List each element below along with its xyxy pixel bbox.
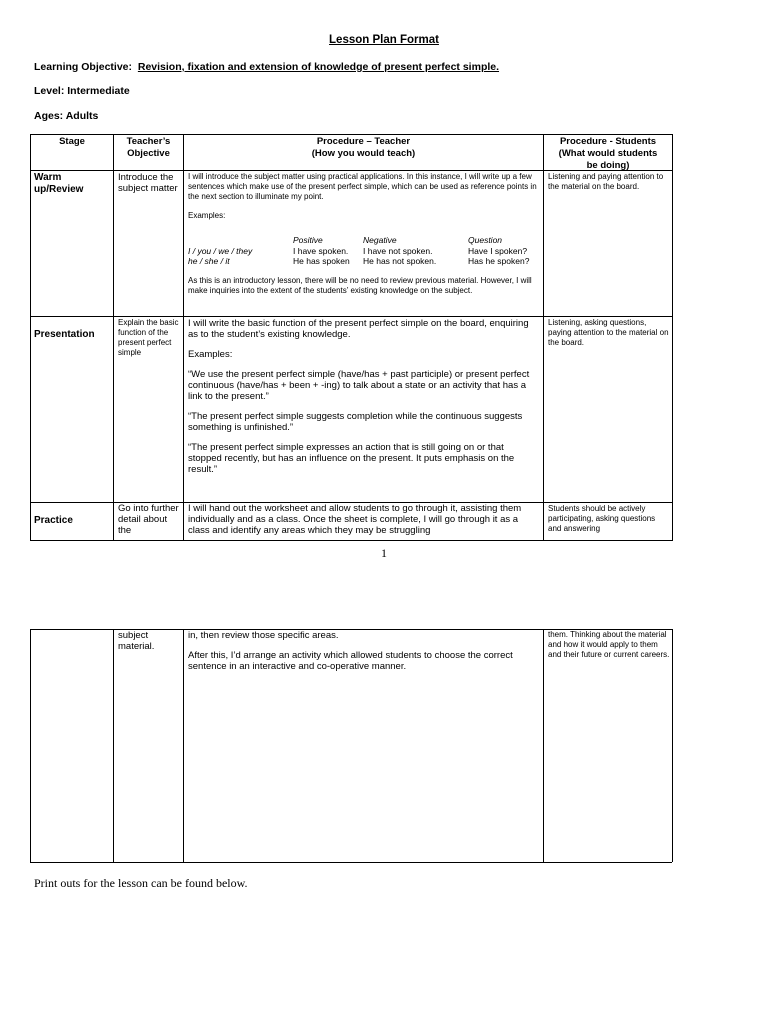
learning-objective-value: Revision, fixation and extension of knowledge of present perfect simple. [137, 61, 500, 73]
objective-practice: Go into further detail about the [118, 503, 179, 536]
warmup-examples-label: Examples: [188, 211, 226, 220]
procedure-teacher-practice-cont: in, then review those specific areas. After this, I’d arrange an activity which allowed students to choose the correct sentence in an interactive and co-operative manner. [188, 630, 513, 672]
procedure-teacher-practice: I will hand out the worksheet and allow students to go through it, assisting them individually and as a class. Once the sheet is complete, I will go through it as a class and identify any areas which they may be struggling [188, 503, 522, 536]
objective-warmup: Introduce the subject matter [118, 172, 178, 194]
procedure-students-practice: Students should be actively participating, asking questions and answering [548, 504, 656, 533]
ages: Ages: Adults [34, 110, 99, 122]
header-procedure-teacher: Procedure – Teacher (How you would teach) [311, 136, 416, 159]
page-number: 1 [381, 546, 387, 560]
procedure-students-warmup: Listening and paying attention to the material on the board. [548, 172, 664, 191]
page-title: Lesson Plan Format [329, 34, 439, 46]
stage-practice: Practice [34, 515, 73, 526]
warmup-outro: As this is an introductory lesson, there will be no need to review previous material. However, I will make inquiries into the extent of the students’ existing knowledge on the subject. [188, 275, 532, 295]
header-teacher-objective: Teacher’s Objective [126, 136, 171, 159]
objective-practice-cont: subject material. [118, 630, 155, 652]
header-procedure-students: Procedure - Students (What would students be doing) [558, 136, 658, 171]
examples-table: Positive Negative Question I / you / we / they I have spoken. I have not spoken. Have I spoken? he / she / it He has spoken He has not spoken. Has he spoken? [188, 235, 530, 266]
procedure-students-presentation: Listening, asking questions, paying attention to the material on the board. [548, 318, 669, 347]
header-stage: Stage [59, 136, 85, 147]
warmup-intro: I will introduce the subject matter using practical applications. In this instance, I will write up a few sentences which make use of the present perfect simple, which can be used as reference points in the next section to illuminate my point. [188, 172, 537, 201]
footnote: Print outs for the lesson can be found below. [34, 876, 248, 890]
procedure-teacher-presentation: I will write the basic function of the present perfect simple on the board, enquiring as to the student’s existing knowledge. Examples: “We use the present perfect simple (have/has + past participle) or present perfect continuous (have/has + been + -ing) to talk about a state or an activity that has a link to the present.” “The present perfect simple suggests completion while the continuous suggests something is unfinished.” “The present perfect simple expresses an action that is still going on or that stopped recently, but has an influence on the present. It puts emphasis on the result.” [188, 318, 530, 475]
stage-presentation: Presentation [34, 329, 95, 340]
procedure-students-practice-cont: them. Thinking about the material and how it would apply to them and their future or current careers. [548, 630, 670, 659]
objective-presentation: Explain the basic function of the present perfect simple [118, 318, 179, 357]
level: Level: Intermediate [34, 85, 130, 97]
stage-warmup: Warm up/Review [34, 172, 84, 195]
procedure-teacher-warmup [188, 172, 540, 315]
learning-objective-label: Learning Objective: [34, 61, 133, 73]
learning-objective [34, 61, 499, 73]
